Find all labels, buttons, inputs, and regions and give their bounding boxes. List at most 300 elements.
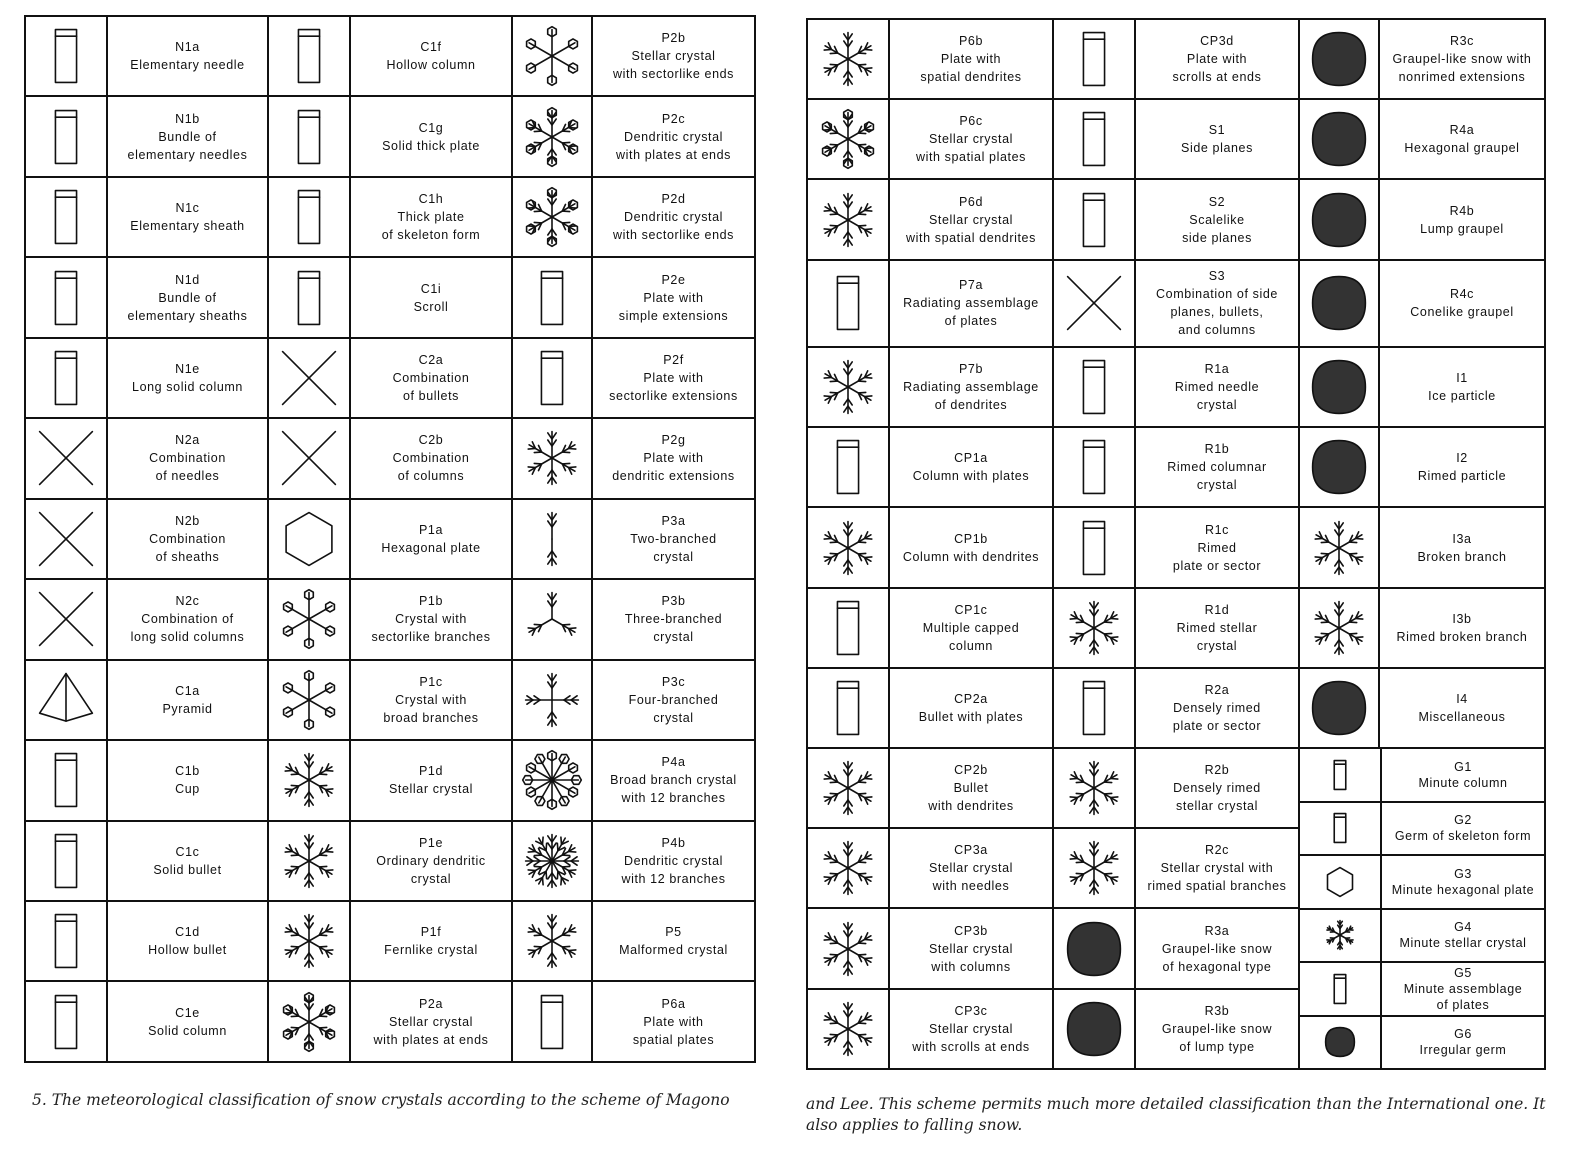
crystal-description: Densely rimed plate or sector bbox=[1172, 700, 1262, 733]
crystal-description: Stellar crystal with spatial plates bbox=[915, 132, 1027, 165]
table-row bbox=[807, 19, 1545, 99]
crystal-label-cell bbox=[592, 257, 755, 337]
radiating-plates-icon bbox=[807, 260, 889, 347]
stellar-spatial-plates-icon bbox=[812, 106, 884, 172]
crystal-code: R4a bbox=[1449, 123, 1475, 138]
crystal-label-cell bbox=[592, 981, 755, 1062]
column-dendrites-icon bbox=[807, 507, 889, 587]
solid-column-icon bbox=[25, 981, 107, 1062]
germ-stack bbox=[1300, 749, 1544, 1068]
crystal-label-cell bbox=[350, 257, 512, 337]
rimed-column-icon bbox=[1053, 427, 1135, 507]
crystal-code: P3b bbox=[661, 594, 686, 609]
crystal-description: Combination of columns bbox=[392, 451, 470, 484]
crystal-description: Radiating assemblage of dendrites bbox=[903, 380, 1039, 413]
graupel-hexagonal-icon bbox=[1058, 916, 1130, 982]
hexagonal-plate-icon bbox=[273, 506, 345, 572]
lump-graupel-icon bbox=[1303, 187, 1375, 253]
crystal-code: P6c bbox=[959, 114, 983, 129]
germ-label bbox=[1382, 910, 1544, 962]
crystal-code: P6a bbox=[661, 996, 686, 1011]
miscellaneous-icon bbox=[1299, 668, 1379, 748]
rimed-needle-icon bbox=[1058, 354, 1130, 420]
stellar-columns-icon bbox=[807, 908, 889, 988]
crystal-label-cell bbox=[889, 260, 1053, 347]
crystal-code: P1d bbox=[418, 764, 444, 779]
crystal-label-cell bbox=[592, 740, 755, 820]
crystal-code: R3a bbox=[1204, 923, 1230, 938]
crystal-code: P4a bbox=[661, 755, 686, 770]
elementary-needle-icon bbox=[30, 23, 102, 89]
crystal-label-cell bbox=[350, 499, 512, 579]
bullet-dendrites-icon bbox=[807, 748, 889, 828]
crystal-label-cell bbox=[107, 257, 268, 337]
table-row bbox=[807, 179, 1545, 259]
germ-label bbox=[1382, 803, 1544, 855]
rimed-broken-branch-icon bbox=[1299, 588, 1379, 668]
bullet-plates-icon bbox=[807, 668, 889, 748]
stellar-spatial-plates-icon bbox=[807, 99, 889, 179]
crystal-label-cell bbox=[107, 579, 268, 659]
crystal-label-cell bbox=[592, 660, 755, 740]
germ-column bbox=[1299, 748, 1545, 1069]
crystal-code: P2f bbox=[663, 353, 684, 368]
crystal-description: Scroll bbox=[413, 299, 449, 314]
scroll-icon bbox=[268, 257, 350, 337]
crystal-code: P2c bbox=[661, 111, 686, 126]
stellar-scrolls-icon bbox=[807, 989, 889, 1069]
crystal-description: Minute hexagonal plate bbox=[1391, 882, 1535, 897]
dendritic-plates-ends-icon bbox=[512, 96, 592, 176]
crystal-description: Column with dendrites bbox=[902, 549, 1040, 564]
column-dendrites-icon bbox=[812, 515, 884, 581]
germ-label bbox=[1382, 963, 1544, 1015]
stellar-scrolls-icon bbox=[812, 996, 884, 1062]
crystal-code: CP1a bbox=[954, 451, 988, 466]
skeleton-germ-icon bbox=[1300, 803, 1382, 855]
spatial-dendrites-icon bbox=[807, 19, 889, 99]
crystal-description: Ordinary dendritic crystal bbox=[376, 853, 486, 886]
crystal-description: Bullet with dendrites bbox=[928, 781, 1014, 814]
crystal-description: Dendritic crystal with plates at ends bbox=[616, 129, 731, 162]
rimed-spatial-branches-icon bbox=[1058, 835, 1130, 901]
crystal-description: Malformed crystal bbox=[619, 943, 728, 958]
crystal-description: Elementary sheath bbox=[130, 219, 245, 234]
multiple-capped-column-icon bbox=[807, 588, 889, 668]
table-row bbox=[807, 260, 1545, 347]
crystal-code: N2c bbox=[175, 594, 200, 609]
scroll-ends-plate-icon bbox=[1058, 26, 1130, 92]
crystal-code: CP1b bbox=[954, 531, 988, 546]
crystal-code: CP2a bbox=[954, 691, 988, 706]
crystal-description: Bundle of elementary needles bbox=[127, 129, 248, 162]
crystal-description: Lump graupel bbox=[1420, 221, 1504, 236]
crystal-description: Minute assemblage of plates bbox=[1403, 981, 1523, 1012]
ice-particle-icon bbox=[1299, 347, 1379, 427]
crystal-label-cell bbox=[1379, 99, 1545, 179]
crystal-label-cell bbox=[1379, 260, 1545, 347]
crystal-description: Plate with spatial dendrites bbox=[920, 52, 1022, 85]
crystal-code: C1d bbox=[175, 925, 200, 940]
crystal-description: Solid column bbox=[148, 1023, 227, 1038]
germ-row bbox=[1300, 803, 1544, 857]
figure-caption-right: and Lee. This scheme permits much more detailed classification than the International one. It also applies to falling snow. bbox=[806, 1095, 1546, 1134]
crystal-label-cell bbox=[1379, 179, 1545, 259]
crystal-description: Crystal with broad branches bbox=[383, 692, 479, 725]
dendritic-sector-ends-icon bbox=[516, 184, 588, 250]
rimed-spatial-branches-icon bbox=[1053, 828, 1135, 908]
irregular-germ-icon bbox=[1300, 1017, 1382, 1069]
column-plates-icon bbox=[812, 434, 884, 500]
skeleton-plate-icon bbox=[268, 177, 350, 257]
stellar-spatial-dendrites-icon bbox=[812, 187, 884, 253]
crystal-label-cell bbox=[1135, 260, 1299, 347]
needle-bundle-icon bbox=[30, 104, 102, 170]
crystal-code: R3c bbox=[1449, 34, 1475, 49]
crystal-description: Stellar crystal with plates at ends bbox=[373, 1014, 489, 1047]
multiple-capped-column-icon bbox=[812, 595, 884, 661]
table-row bbox=[25, 177, 755, 257]
miscellaneous-icon bbox=[1303, 675, 1375, 741]
crystal-label-cell bbox=[889, 908, 1053, 988]
crystal-code: G2 bbox=[1454, 813, 1472, 828]
stellar-needles-icon bbox=[812, 835, 884, 901]
densely-rimed-stellar-icon bbox=[1058, 755, 1130, 821]
dendritic-crystal-icon bbox=[273, 828, 345, 894]
three-branched-icon bbox=[516, 586, 588, 652]
rimed-stellar-icon bbox=[1058, 595, 1130, 661]
cup-icon bbox=[25, 740, 107, 820]
crystal-label-cell bbox=[107, 96, 268, 176]
crystal-description: Column with plates bbox=[912, 469, 1030, 484]
table-row bbox=[25, 901, 755, 981]
crystal-code: C1i bbox=[420, 281, 442, 296]
crystal-label-cell bbox=[1135, 99, 1299, 179]
crystal-label-cell bbox=[1135, 908, 1299, 988]
crystal-description: Graupel-like snow with nonrimed extensions bbox=[1392, 52, 1532, 85]
stellar-plates-ends-icon bbox=[268, 981, 350, 1062]
densely-rimed-plate-icon bbox=[1058, 675, 1130, 741]
crystal-label-cell bbox=[350, 821, 512, 901]
crystal-description: Elementary needle bbox=[130, 58, 245, 73]
crystal-label-cell bbox=[889, 828, 1053, 908]
crystal-label-cell bbox=[592, 418, 755, 498]
crystal-label-cell bbox=[350, 660, 512, 740]
crystal-description: Broad branch crystal with 12 branches bbox=[610, 773, 737, 806]
crystal-label-cell bbox=[592, 338, 755, 418]
stellar-plates-ends-icon bbox=[273, 989, 345, 1055]
long-column-icon bbox=[25, 338, 107, 418]
side-planes-icon bbox=[1058, 106, 1130, 172]
crystal-code: CP3b bbox=[954, 923, 988, 938]
crystal-description: Stellar crystal with sectorlike ends bbox=[612, 49, 735, 82]
germ-row bbox=[1300, 749, 1544, 803]
conelike-graupel-icon bbox=[1299, 260, 1379, 347]
crystal-code: P6b bbox=[958, 34, 984, 49]
table-row bbox=[807, 748, 1545, 828]
long-column-icon bbox=[30, 345, 102, 411]
crystal-code: R3b bbox=[1204, 1003, 1230, 1018]
crystal-code: P7b bbox=[958, 362, 984, 377]
rimed-plate-icon bbox=[1053, 507, 1135, 587]
sheath-bundle-icon bbox=[25, 257, 107, 337]
table-row bbox=[25, 338, 755, 418]
crystal-code: R2b bbox=[1204, 763, 1230, 778]
crystal-code: I1 bbox=[1456, 371, 1468, 386]
rimed-needle-icon bbox=[1053, 347, 1135, 427]
crystal-code: P2g bbox=[661, 433, 686, 448]
twelve-dendritic-branches-icon bbox=[516, 828, 588, 894]
crystal-code: CP1c bbox=[954, 602, 988, 617]
spatial-plates-icon bbox=[516, 989, 588, 1055]
plate-simple-extensions-icon bbox=[516, 265, 588, 331]
crystal-description: Plate with spatial plates bbox=[632, 1014, 715, 1047]
minute-assemblage-icon bbox=[1300, 963, 1382, 1015]
crystal-label-cell bbox=[350, 16, 512, 96]
crystal-code: CP3d bbox=[1200, 34, 1234, 49]
crystal-code: R1b bbox=[1204, 442, 1230, 457]
bullet-combination-icon bbox=[273, 345, 345, 411]
crystal-code: N1a bbox=[175, 40, 200, 55]
sheath-icon bbox=[30, 184, 102, 250]
plate-sector-extensions-icon bbox=[512, 338, 592, 418]
graupel-nonrimed-icon bbox=[1303, 26, 1375, 92]
crystal-code: CP2b bbox=[954, 763, 988, 778]
crystal-label-cell bbox=[1135, 507, 1299, 587]
crystal-label-cell bbox=[1379, 588, 1545, 668]
crystal-label-cell bbox=[889, 989, 1053, 1069]
two-branched-icon bbox=[512, 499, 592, 579]
pyramid-icon bbox=[30, 667, 102, 733]
bullet-dendrites-icon bbox=[812, 755, 884, 821]
crystal-code: P2d bbox=[661, 192, 686, 207]
dendritic-crystal-icon bbox=[268, 821, 350, 901]
rimed-stellar-icon bbox=[1053, 588, 1135, 668]
crystal-description: Miscellaneous bbox=[1418, 709, 1506, 724]
crystal-code: I3a bbox=[1452, 531, 1472, 546]
crystal-label-cell bbox=[592, 579, 755, 659]
crystal-description: Two-branched crystal bbox=[630, 531, 717, 564]
graupel-lump-icon bbox=[1053, 989, 1135, 1069]
crystal-label-cell bbox=[107, 821, 268, 901]
four-branched-icon bbox=[516, 667, 588, 733]
crystal-label-cell bbox=[1379, 668, 1545, 748]
crystal-label-cell bbox=[107, 901, 268, 981]
broad-branches-icon bbox=[268, 660, 350, 740]
table-row bbox=[25, 579, 755, 659]
crystal-description: Combination of needles bbox=[149, 451, 226, 484]
crystal-label-cell bbox=[592, 177, 755, 257]
crystal-label-cell bbox=[1379, 347, 1545, 427]
crystal-label-cell bbox=[1135, 588, 1299, 668]
crystal-code: G5 bbox=[1454, 965, 1472, 980]
broken-branch-icon bbox=[1299, 507, 1379, 587]
crystal-description: Stellar crystal with needles bbox=[928, 861, 1014, 894]
table-row bbox=[25, 660, 755, 740]
crystal-code: R2a bbox=[1204, 682, 1230, 697]
scalelike-planes-icon bbox=[1053, 179, 1135, 259]
crystal-label-cell bbox=[1379, 427, 1545, 507]
crystal-code: S2 bbox=[1208, 194, 1226, 209]
stellar-columns-icon bbox=[812, 916, 884, 982]
crystal-description: Graupel-like snow of lump type bbox=[1161, 1021, 1273, 1054]
crystal-code: R1d bbox=[1204, 602, 1230, 617]
crystal-description: Fernlike crystal bbox=[384, 943, 478, 958]
rimed-broken-branch-icon bbox=[1303, 595, 1375, 661]
crystal-description: Bundle of elementary sheaths bbox=[127, 290, 248, 323]
table-row bbox=[25, 981, 755, 1062]
crystal-code: R4c bbox=[1449, 287, 1475, 302]
crystal-description: Stellar crystal bbox=[388, 782, 474, 797]
stellar-crystal-icon bbox=[268, 740, 350, 820]
table-row bbox=[25, 418, 755, 498]
densely-rimed-stellar-icon bbox=[1053, 748, 1135, 828]
crystal-code: G3 bbox=[1454, 866, 1472, 881]
hexagonal-graupel-icon bbox=[1299, 99, 1379, 179]
crystal-description: Solid bullet bbox=[153, 862, 222, 877]
crystal-label-cell bbox=[350, 96, 512, 176]
broad-branches-icon bbox=[273, 667, 345, 733]
stellar-crystal-icon bbox=[273, 747, 345, 813]
crystal-description: Rimed particle bbox=[1417, 469, 1507, 484]
scalelike-planes-icon bbox=[1058, 187, 1130, 253]
crystal-description: Minute stellar crystal bbox=[1399, 936, 1527, 951]
crystal-description: Combination of bullets bbox=[392, 371, 470, 404]
crystal-description: Pyramid bbox=[162, 701, 213, 716]
sectorlike-branches-icon bbox=[268, 579, 350, 659]
twelve-broad-branches-icon bbox=[516, 747, 588, 813]
rimed-plate-icon bbox=[1058, 515, 1130, 581]
column-combination-icon bbox=[268, 418, 350, 498]
crystal-description: Rimed broken branch bbox=[1396, 629, 1528, 644]
crystal-label-cell bbox=[1379, 507, 1545, 587]
crystal-description: Hollow column bbox=[386, 58, 476, 73]
crystal-description: Stellar crystal with rimed spatial branches bbox=[1147, 861, 1287, 894]
crystal-code: P7a bbox=[958, 278, 984, 293]
conelike-graupel-icon bbox=[1303, 270, 1375, 336]
crystal-description: Four-branched crystal bbox=[628, 692, 719, 725]
crystal-description: Plate with simple extensions bbox=[618, 290, 729, 323]
crystal-description: Combination of long solid columns bbox=[130, 612, 245, 645]
lump-graupel-icon bbox=[1299, 179, 1379, 259]
crystal-description: Rimed plate or sector bbox=[1172, 540, 1262, 573]
hexagonal-graupel-icon bbox=[1303, 106, 1375, 172]
crystal-label-cell bbox=[1135, 19, 1299, 99]
crystal-label-cell bbox=[889, 427, 1053, 507]
two-branched-icon bbox=[516, 506, 588, 572]
pyramid-icon bbox=[25, 660, 107, 740]
crystal-code: N1d bbox=[175, 272, 200, 287]
table-row bbox=[25, 96, 755, 176]
graupel-hexagonal-icon bbox=[1053, 908, 1135, 988]
thick-plate-icon bbox=[268, 96, 350, 176]
crystal-description: Bullet with plates bbox=[918, 709, 1024, 724]
table-row bbox=[25, 499, 755, 579]
crystal-code: G1 bbox=[1454, 759, 1472, 774]
crystal-label-cell bbox=[592, 821, 755, 901]
sheath-bundle-icon bbox=[30, 265, 102, 331]
crystal-code: S1 bbox=[1208, 123, 1226, 138]
dendritic-sector-ends-icon bbox=[512, 177, 592, 257]
crystal-label-cell bbox=[350, 740, 512, 820]
germ-label bbox=[1382, 749, 1544, 801]
crystal-code: G4 bbox=[1454, 920, 1472, 935]
crystal-label-cell bbox=[107, 16, 268, 96]
hollow-bullet-icon bbox=[25, 901, 107, 981]
table-row bbox=[807, 668, 1545, 748]
crystal-description: Hexagonal graupel bbox=[1404, 141, 1520, 156]
four-branched-icon bbox=[512, 660, 592, 740]
crystal-description: Hollow bullet bbox=[148, 943, 227, 958]
crystal-code: R2c bbox=[1204, 843, 1230, 858]
crystal-description: Rimed needle crystal bbox=[1174, 380, 1260, 413]
sheath-combination-icon bbox=[25, 499, 107, 579]
twelve-broad-branches-icon bbox=[512, 740, 592, 820]
crystal-code: P1b bbox=[418, 594, 444, 609]
crystal-description: Multiple capped column bbox=[922, 620, 1020, 653]
crystal-code: C2b bbox=[418, 433, 444, 448]
crystal-description: Radiating assemblage of plates bbox=[903, 296, 1039, 329]
crystal-label-cell bbox=[350, 177, 512, 257]
plate-dendritic-extensions-icon bbox=[512, 418, 592, 498]
elementary-needle-icon bbox=[25, 16, 107, 96]
crystal-label-cell bbox=[889, 507, 1053, 587]
table-row bbox=[807, 507, 1545, 587]
side-planes-combination-icon bbox=[1058, 270, 1130, 336]
long-column-combination-icon bbox=[30, 586, 102, 652]
crystal-code: C1h bbox=[418, 192, 444, 207]
crystal-code: C1a bbox=[175, 683, 200, 698]
scroll-ends-plate-icon bbox=[1053, 19, 1135, 99]
crystal-description: Cup bbox=[175, 782, 200, 797]
crystal-label-cell bbox=[1135, 989, 1299, 1069]
minute-stellar-icon bbox=[1300, 910, 1382, 962]
radiating-plates-icon bbox=[812, 270, 884, 336]
right-classification-table bbox=[806, 18, 1546, 1070]
crystal-code: R1a bbox=[1204, 362, 1230, 377]
crystal-label-cell bbox=[107, 338, 268, 418]
crystal-code: C1f bbox=[420, 40, 442, 55]
table-row bbox=[807, 427, 1545, 507]
crystal-code: R4b bbox=[1449, 203, 1475, 218]
crystal-description: Irregular germ bbox=[1419, 1043, 1507, 1058]
crystal-code: G6 bbox=[1454, 1027, 1472, 1042]
crystal-label-cell bbox=[107, 499, 268, 579]
figure-caption-left: 5. The meteorological classification of snow crystals according to the scheme of Magono bbox=[32, 1091, 730, 1109]
crystal-code: P3a bbox=[661, 513, 686, 528]
table-row bbox=[25, 821, 755, 901]
crystal-description: Plate with scrolls at ends bbox=[1172, 52, 1262, 85]
crystal-label-cell bbox=[1135, 668, 1299, 748]
densely-rimed-plate-icon bbox=[1053, 668, 1135, 748]
crystal-code: P1a bbox=[418, 522, 444, 537]
crystal-label-cell bbox=[592, 901, 755, 981]
long-column-combination-icon bbox=[25, 579, 107, 659]
graupel-lump-icon bbox=[1058, 996, 1130, 1062]
crystal-code: P2e bbox=[661, 272, 686, 287]
table-row bbox=[807, 99, 1545, 179]
hollow-bullet-icon bbox=[30, 908, 102, 974]
plate-simple-extensions-icon bbox=[512, 257, 592, 337]
crystal-description: Dendritic crystal with 12 branches bbox=[621, 853, 726, 886]
crystal-code: P3c bbox=[661, 674, 686, 689]
crystal-code: N1b bbox=[175, 111, 200, 126]
crystal-label-cell bbox=[350, 981, 512, 1062]
crystal-description: Combination of side planes, bullets, and columns bbox=[1156, 287, 1278, 338]
bullet-plates-icon bbox=[812, 675, 884, 741]
three-branched-icon bbox=[512, 579, 592, 659]
crystal-code: N2a bbox=[175, 433, 200, 448]
